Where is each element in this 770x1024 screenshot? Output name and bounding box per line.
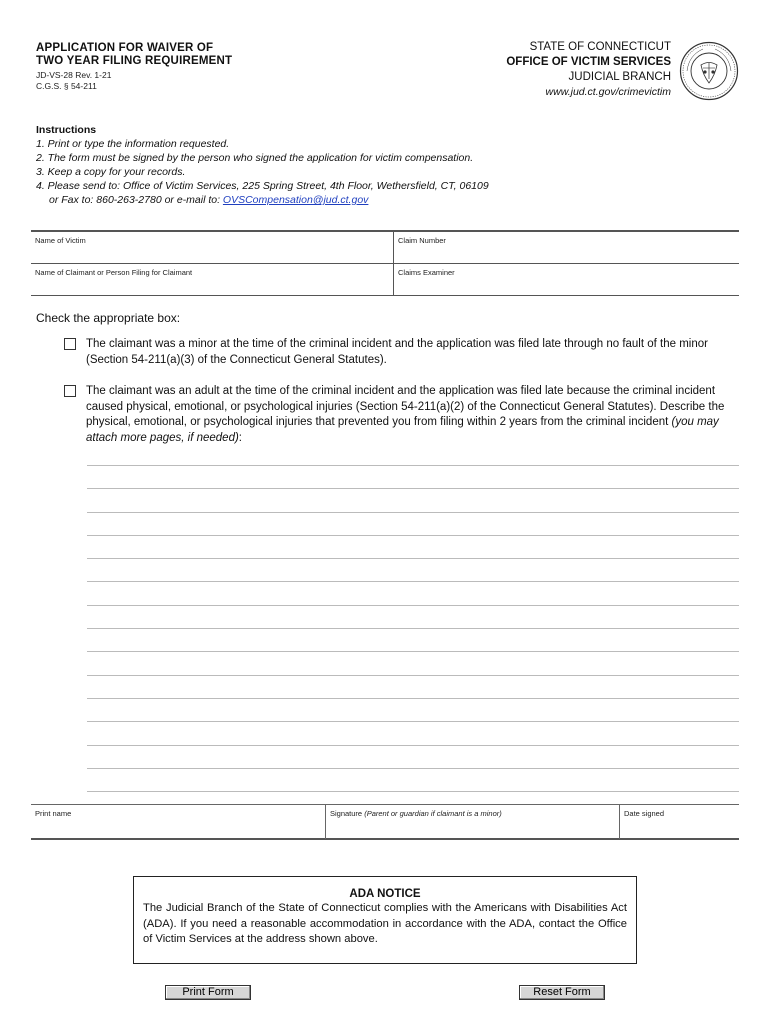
- option-adult-note: (you may attach more pages, if needed): [86, 416, 719, 444]
- instruction-4: 4. Please send to: Office of Victim Services, 225 Spring Street, 4th Floor, Wethersfield, CT, 06109: [36, 180, 489, 192]
- ada-title: ADA NOTICE: [349, 888, 421, 900]
- instructions-heading: Instructions: [36, 124, 97, 136]
- option-adult: [64, 384, 732, 446]
- victim-name-label: Name of Victim: [35, 236, 86, 245]
- description-line[interactable]: [87, 745, 739, 768]
- ada-notice: [133, 876, 637, 964]
- branch-name: JUDICIAL BRANCH: [568, 71, 671, 83]
- reset-form-button[interactable]: Reset Form: [519, 985, 605, 1000]
- adult-checkbox[interactable]: [64, 385, 76, 397]
- description-line[interactable]: [87, 721, 739, 744]
- state-seal-icon: [679, 41, 739, 101]
- instruction-1: 1. Print or type the information requested.: [36, 138, 230, 150]
- form-identifiers: [36, 70, 111, 92]
- website: www.jud.ct.gov/crimevictim: [545, 86, 671, 98]
- instruction-3: 3. Keep a copy for your records.: [36, 166, 186, 178]
- office-name: OFFICE OF VICTIM SERVICES: [506, 56, 671, 68]
- claimant-name-label: Name of Claimant or Person Filing for Claimant: [35, 268, 193, 277]
- option-minor-text: The claimant was a minor at the time of the criminal incident and the application was filed late through no fault of the minor (Section 54-211(a)(3) of the Connecticut General Statutes).: [86, 338, 708, 366]
- claim-number-field[interactable]: [393, 232, 739, 263]
- description-line[interactable]: [87, 791, 739, 792]
- claims-examiner-field[interactable]: [393, 264, 739, 295]
- check-instruction: Check the appropriate box:: [36, 311, 181, 325]
- option-adult-text: [86, 384, 732, 446]
- option-adult-body: The claimant was an adult at the time of the criminal incident and the application was filed late because the criminal incident caused physical, emotional, or psychological injuries (Section 54-211(a)(2) of the Connecticut General Statutes). Describe the physical, emotional, or psychological injuries that prevented you from filing within 2 years from the criminal incident: [86, 385, 725, 428]
- description-line[interactable]: [87, 512, 739, 535]
- description-line[interactable]: [87, 628, 739, 651]
- description-line[interactable]: [87, 558, 739, 581]
- print-name-label: Print name: [35, 809, 72, 818]
- signature-field[interactable]: [325, 805, 619, 839]
- description-line[interactable]: [87, 768, 739, 791]
- instruction-4-contact: [36, 193, 489, 207]
- injury-description-area[interactable]: [87, 465, 739, 792]
- agency-block: [506, 40, 671, 100]
- print-form-button[interactable]: Print Form: [165, 985, 251, 1000]
- description-line[interactable]: [87, 675, 739, 698]
- date-signed-label: Date signed: [624, 809, 665, 818]
- description-line[interactable]: [87, 581, 739, 604]
- option-minor: [64, 337, 732, 368]
- form-title-line2: TWO YEAR FILING REQUIREMENT: [36, 55, 233, 67]
- claims-examiner-label: Claims Examiner: [398, 268, 455, 277]
- form-title: [36, 42, 232, 68]
- signature-row: [31, 804, 739, 840]
- victim-row: [31, 232, 739, 264]
- form-title-line1: APPLICATION FOR WAIVER OF: [36, 42, 214, 54]
- form-number: JD-VS-28 Rev. 1-21: [36, 70, 112, 80]
- email-link[interactable]: OVSCompensation@jud.ct.gov: [222, 194, 369, 206]
- claim-info-table: [31, 230, 739, 298]
- description-line[interactable]: [87, 651, 739, 674]
- claim-number-label: Claim Number: [398, 236, 446, 245]
- description-line[interactable]: [87, 698, 739, 721]
- victim-name-field[interactable]: [31, 232, 393, 263]
- description-line[interactable]: [87, 535, 739, 558]
- description-line[interactable]: [87, 605, 739, 628]
- print-name-field[interactable]: [31, 805, 325, 839]
- state-name: STATE OF CONNECTICUT: [529, 41, 671, 53]
- description-line[interactable]: [87, 488, 739, 511]
- claimant-row: [31, 264, 739, 296]
- signature-label: Signature: [330, 809, 365, 818]
- description-line[interactable]: [87, 465, 739, 488]
- minor-checkbox[interactable]: [64, 338, 76, 350]
- option-adult-colon: :: [238, 431, 242, 444]
- claimant-name-field[interactable]: [31, 264, 393, 295]
- fax-email-text: or Fax to: 860-263-2780 or e-mail to:: [49, 194, 223, 206]
- instruction-2: 2. The form must be signed by the person who signed the application for victim compensation.: [36, 152, 474, 164]
- signature-note: (Parent or guardian if claimant is a minor): [364, 809, 502, 818]
- ada-body: The Judicial Branch of the State of Connecticut complies with the Americans with Disabilities Act (ADA). If you need a reasonable accommodation in accordance with the ADA, contact the Office of Victim Services at the address shown above.: [143, 902, 627, 945]
- statute-reference: C.G.S. § 54-211: [36, 81, 97, 91]
- date-signed-field[interactable]: [619, 805, 739, 839]
- instructions: [36, 123, 489, 207]
